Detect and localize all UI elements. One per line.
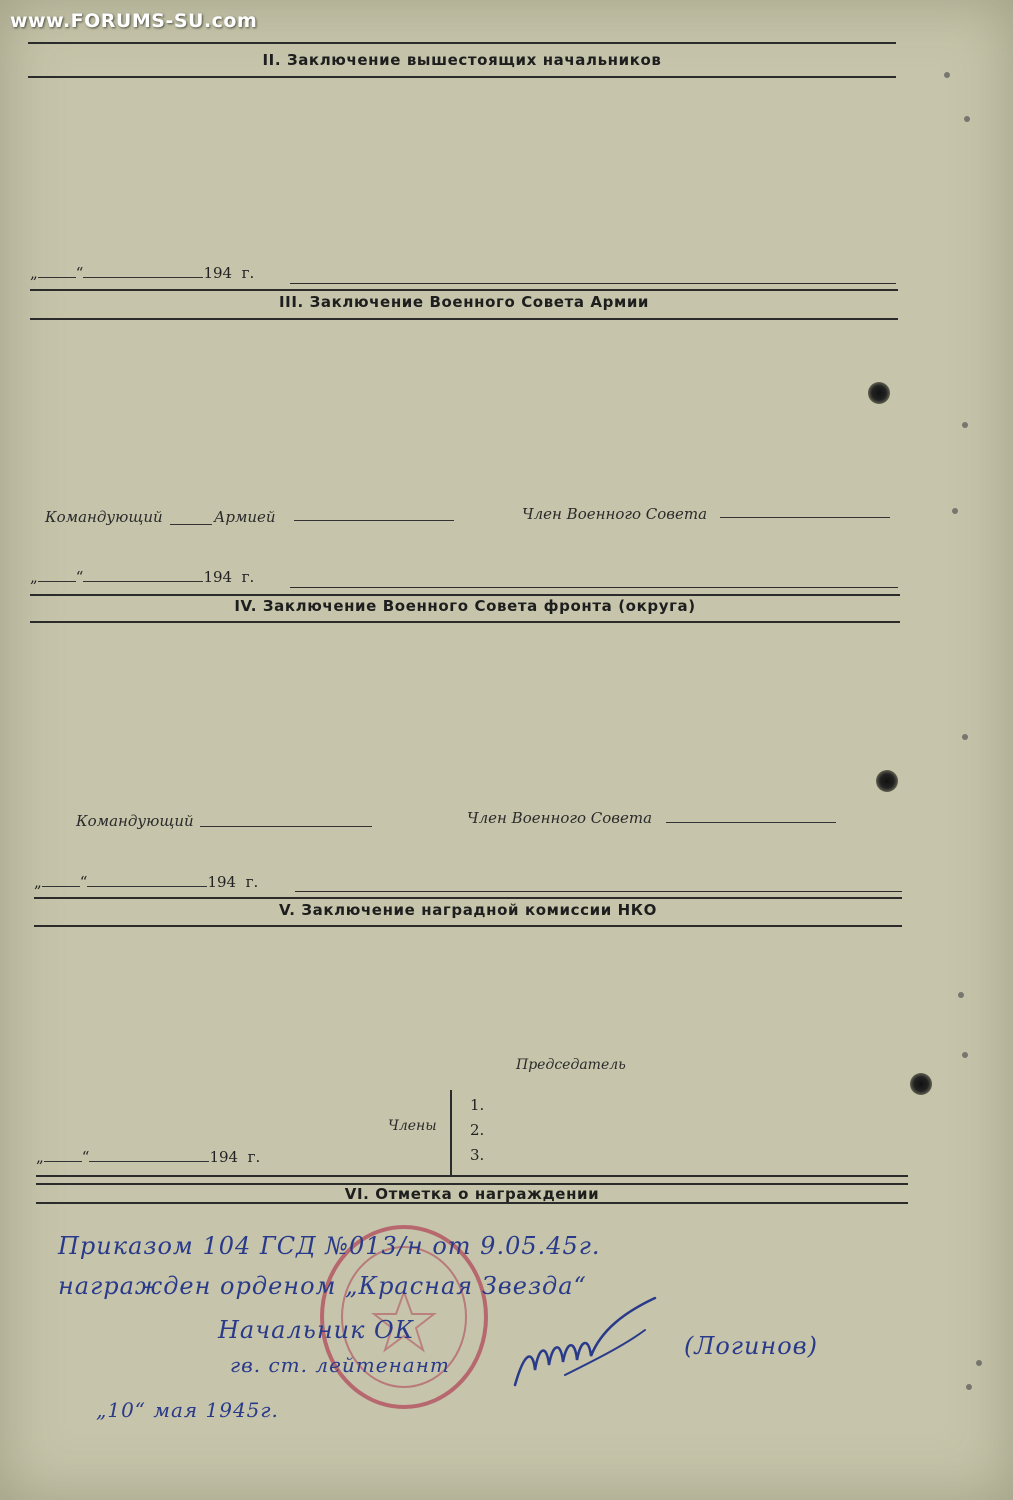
award-order-line: Приказом 104 ГСД №013/н от 9.05.45г.	[58, 1232, 601, 1260]
quote-close: “	[75, 568, 84, 586]
quote-open: „	[34, 873, 42, 891]
rule	[28, 76, 896, 78]
pin-mark	[962, 422, 968, 428]
pin-mark	[964, 116, 970, 122]
rule	[30, 318, 898, 320]
year-suffix: г.	[245, 873, 259, 891]
pin-mark	[962, 1052, 968, 1058]
blank	[294, 520, 454, 521]
year-suffix: г.	[247, 1148, 261, 1166]
member-3-number: 3.	[470, 1146, 485, 1164]
award-signer-name: (Логинов)	[684, 1332, 819, 1360]
army-word: Армией	[214, 508, 276, 526]
date-line	[30, 568, 254, 586]
front-council-member-label: Член Военного Совета	[467, 809, 653, 827]
year: 194	[203, 264, 233, 282]
quote-close: “	[81, 1148, 90, 1166]
section-iii-title: III. Заключение Военного Совета Армии	[278, 293, 650, 311]
quote-close: “	[75, 264, 84, 282]
year: 194	[207, 873, 237, 891]
date-line	[34, 873, 258, 891]
rule	[34, 897, 902, 899]
punch-hole	[910, 1073, 932, 1095]
member-1-number: 1.	[470, 1096, 485, 1114]
award-medal-line: награжден орденом „Красная Звезда“	[58, 1272, 587, 1300]
rule	[28, 42, 896, 44]
front-commander-label: Командующий	[76, 812, 194, 830]
rule	[290, 587, 898, 588]
date-line	[36, 1148, 260, 1166]
section-vi-title: VI. Отметка о награждении	[344, 1185, 600, 1203]
blank	[666, 822, 836, 823]
punch-hole	[868, 382, 890, 404]
rule	[30, 289, 898, 291]
member-2-number: 2.	[470, 1121, 485, 1139]
pin-mark	[944, 72, 950, 78]
pin-mark	[966, 1384, 972, 1390]
pin-mark	[962, 734, 968, 740]
watermark: www.FORUMS-SU.com	[10, 10, 258, 32]
award-officer-rank: гв. ст. лейтенант	[230, 1353, 450, 1377]
award-date: „10“ мая 1945г.	[96, 1398, 279, 1422]
award-officer-title: Начальник ОК	[218, 1316, 415, 1344]
section-ii-title: II. Заключение вышестоящих начальников	[262, 51, 662, 69]
year: 194	[209, 1148, 239, 1166]
blank	[170, 524, 212, 525]
quote-open: „	[30, 568, 38, 586]
blank	[200, 826, 372, 827]
chairman-label: Председатель	[516, 1057, 626, 1073]
section-v-title: V. Заключение наградной комиссии НКО	[278, 901, 657, 919]
members-label: Члены	[388, 1118, 437, 1134]
quote-open: „	[36, 1148, 44, 1166]
pin-mark	[958, 992, 964, 998]
quote-open: „	[30, 264, 38, 282]
rule	[290, 283, 896, 284]
section-iv-title: IV. Заключение Военного Совета фронта (округа)	[234, 597, 696, 615]
date-line	[30, 264, 254, 282]
army-council-member-label: Член Военного Совета	[522, 505, 708, 523]
rule	[36, 1175, 908, 1177]
pin-mark	[952, 508, 958, 514]
punch-hole	[876, 770, 898, 792]
pin-mark	[976, 1360, 982, 1366]
year-suffix: г.	[241, 568, 255, 586]
year-suffix: г.	[241, 264, 255, 282]
rule	[30, 594, 900, 596]
quote-close: “	[79, 873, 88, 891]
handwritten-signature	[505, 1290, 665, 1400]
rule	[30, 621, 900, 623]
rule	[34, 925, 902, 927]
year: 194	[203, 568, 233, 586]
blank	[720, 517, 890, 518]
members-divider	[450, 1090, 452, 1176]
army-commander-label: Командующий	[45, 508, 163, 526]
rule	[36, 1202, 908, 1204]
rule	[295, 891, 902, 892]
